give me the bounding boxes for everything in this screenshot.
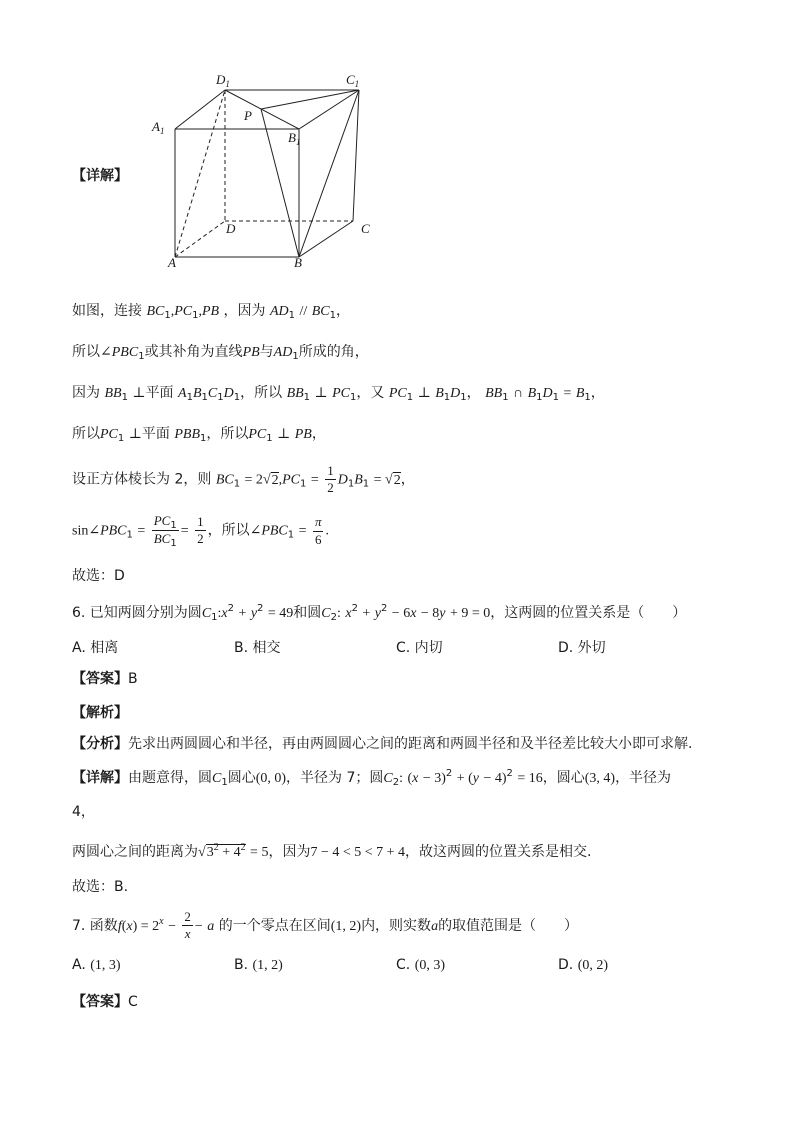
q6-stem: 6. 已知两圆分别为圆$C_1:x^2 + y^2 = 49$和圆$C_2$: $x^2 + y^2 - 6x - 8y + 9 = 0$，这两圆的位置关系是（ ）: [72, 603, 687, 623]
q6-detail-line-1: 【详解】由题意得，圆$C_1$圆心(0, 0)，半径为 7；圆$C_2$: $(x - 3)^2 + (y - 4)^2 = 16$，圆心(3, 4)，半径为: [72, 768, 672, 788]
label-C: C: [361, 221, 370, 236]
q6-choice: 故选：B.: [72, 879, 129, 895]
q6-option-c: C. 内切: [396, 640, 443, 656]
q6-detail-line-2: 4，: [72, 804, 95, 820]
q5-line-2: 所以$\angle PBC_1$或其补角为直线PB与$AD_1$所成的角，: [72, 344, 369, 362]
q7-option-b: B. (1, 2): [234, 957, 283, 973]
q5-choice: 故选：D: [72, 568, 125, 584]
label-P: P: [244, 108, 252, 123]
label-B1: $B_1$: [288, 130, 301, 147]
label-D: D: [226, 221, 236, 236]
label-D1: $D_1$: [216, 72, 230, 89]
q5-line-5: 设正方体棱长为 2，则 $BC_1 = 2√2,PC_1$ = $\frac{1}{2}$ $D_1B_1 = √2$，: [72, 463, 415, 495]
q7-option-a: A. (1, 3): [72, 957, 121, 973]
q7-option-d: D. (0, 2): [558, 957, 609, 973]
q6-option-a: A. 相离: [72, 640, 119, 656]
q5-line-1: 如图，连接 $BC_1,PC_1,PB$ ，因为 $AD_1 // BC_1$，: [72, 303, 350, 321]
q6-distance-line: 两圆心之间的距离为$√3^2 + 4^2 = 5$，因为7 − 4 < 5 < 7 + 4，故这两圆的位置关系是相交.: [72, 842, 592, 860]
q6-analysis-tag: 【解析】: [72, 705, 128, 721]
q7-stem: 7. 函数$f(x) = 2^x$ − $\frac{2}{x}$ − a 的一个零点在区间(1, 2)内，则实数a的取值范围是（ ）: [72, 909, 579, 941]
label-B: B: [294, 255, 302, 268]
label-A1: $A_1$: [152, 119, 165, 136]
q6-answer: 【答案】B: [72, 671, 138, 687]
q5-line-3: 因为 $BB_1$ ⊥平面 $A_1B_1C_1D_1$，所以 $BB_1$ ⊥ $PC_1$，又 $PC_1$ ⊥ $B_1D_1$， $BB_1$ ∩ $B_1D_1 = B_1$，: [72, 385, 605, 403]
detail-tag: 【详解】: [72, 168, 128, 184]
label-A: A: [168, 255, 176, 268]
q7-option-c: C. (0, 3): [396, 957, 446, 973]
q5-line-6: $\sin\angle PBC_1$ = $\frac{PC_1}{BC_1}$ = $\frac{1}{2}$ ，所以$\angle PBC_1$ = $\frac{\pi}{6}$ .: [72, 513, 329, 549]
q7-answer: 【答案】C: [72, 994, 138, 1010]
q6-option-b: B. 相交: [234, 640, 281, 656]
q5-line-4: 所以$PC_1$ ⊥平面 $PBB_1$，所以$PC_1$ ⊥ PB，: [72, 426, 326, 444]
q6-option-d: D. 外切: [558, 640, 606, 656]
q6-method: 【分析】先求出两圆圆心和半径，再由两圆圆心之间的距离和两圆半径和及半径差比较大小即可求解.: [72, 736, 693, 752]
label-C1: $C_1$: [346, 72, 360, 89]
